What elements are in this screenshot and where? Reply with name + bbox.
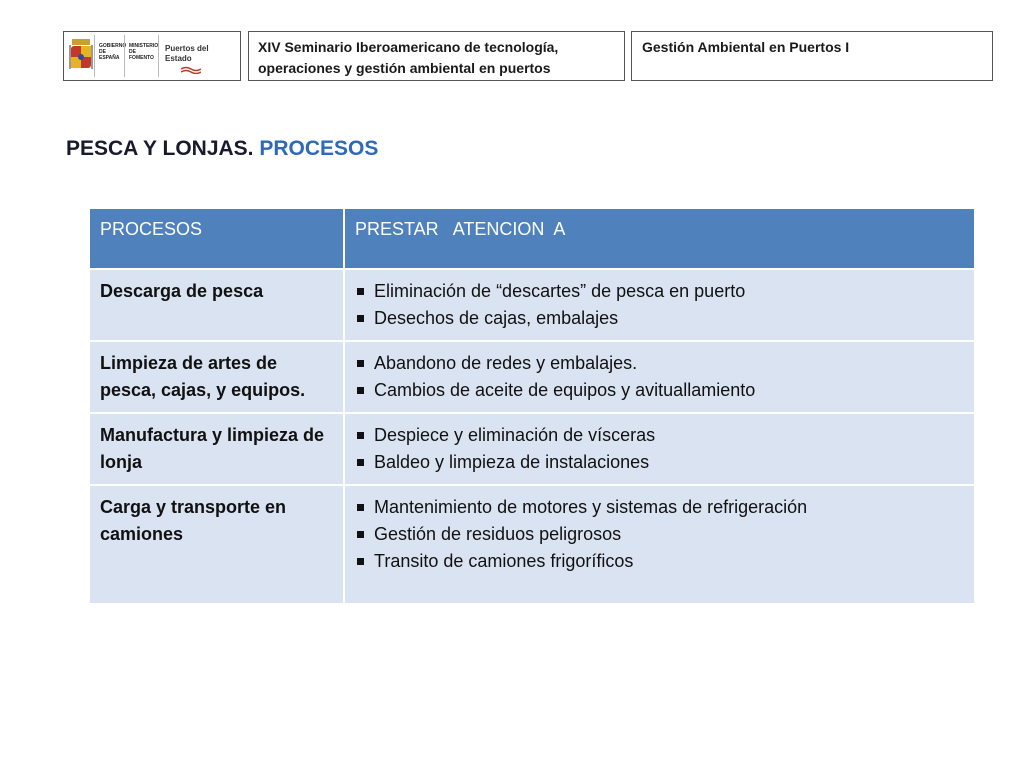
- attention-cell: [344, 485, 975, 604]
- logo-gobierno-text: GOBIERNO DE ESPAÑA: [94, 35, 124, 77]
- logo-ministerio-text: MINISTERIO DE FOMENTO: [124, 35, 158, 77]
- list-item: [355, 548, 964, 575]
- list-item-text: Despiece y eliminación de vísceras: [374, 425, 656, 445]
- logo-box: [63, 31, 241, 81]
- processes-table: [88, 207, 976, 605]
- slide-title: [66, 134, 378, 164]
- list-item-text: Cambios de aceite de equipos y avituallamiento: [374, 380, 756, 400]
- waves-icon: [181, 66, 201, 74]
- square-bullet-icon: [357, 288, 364, 295]
- list-item-text: Abandono de redes y embalajes.: [374, 353, 638, 373]
- course-title: Gestión Ambiental en Puertos I: [642, 39, 850, 55]
- list-item-text: Transito de camiones frigoríficos: [374, 551, 634, 571]
- table-row: [89, 413, 975, 485]
- logo-puertos-text: Puertos del Estado: [165, 44, 209, 63]
- header-prestar-atencion: PRESTAR ATENCION A: [344, 208, 975, 269]
- government-logo: [68, 35, 240, 77]
- table-row: [89, 485, 975, 604]
- table-row: [89, 269, 975, 341]
- list-item: [355, 350, 964, 377]
- square-bullet-icon: [357, 459, 364, 466]
- slide-title-accent: PROCESOS: [259, 137, 379, 160]
- square-bullet-icon: [357, 432, 364, 439]
- slide-title-main: PESCA Y LONJAS.: [66, 137, 254, 160]
- list-item-text: Eliminación de “descartes” de pesca en puerto: [374, 281, 746, 301]
- square-bullet-icon: [357, 315, 364, 322]
- list-item-text: Mantenimiento de motores y sistemas de refrigeración: [374, 497, 808, 517]
- seminar-line-2: operaciones y gestión ambiental en puertos: [258, 60, 551, 76]
- logo-puertos-block: [158, 35, 240, 77]
- process-cell: Manufactura y limpieza de lonja: [89, 413, 344, 485]
- square-bullet-icon: [357, 387, 364, 394]
- list-item: [355, 377, 964, 404]
- attention-cell: [344, 269, 975, 341]
- square-bullet-icon: [357, 504, 364, 511]
- square-bullet-icon: [357, 531, 364, 538]
- course-title-box: [631, 31, 993, 81]
- square-bullet-icon: [357, 558, 364, 565]
- table-row: [89, 341, 975, 413]
- coat-of-arms-icon: [68, 35, 94, 77]
- list-item: [355, 521, 964, 548]
- list-item-text: Gestión de residuos peligrosos: [374, 524, 622, 544]
- list-item-text: Baldeo y limpieza de instalaciones: [374, 452, 650, 472]
- list-item: [355, 305, 964, 332]
- seminar-line-1: XIV Seminario Iberoamericano de tecnología,: [258, 39, 559, 55]
- table-header-row: [89, 208, 975, 269]
- seminar-title-box: [248, 31, 625, 81]
- attention-cell: [344, 341, 975, 413]
- list-item: [355, 449, 964, 476]
- process-cell: Descarga de pesca: [89, 269, 344, 341]
- square-bullet-icon: [357, 360, 364, 367]
- list-item: [355, 494, 964, 521]
- list-item: [355, 278, 964, 305]
- header-procesos: PROCESOS: [89, 208, 344, 269]
- process-cell: Carga y transporte en camiones: [89, 485, 344, 604]
- process-cell: Limpieza de artes de pesca, cajas, y equipos.: [89, 341, 344, 413]
- attention-cell: [344, 413, 975, 485]
- list-item: [355, 422, 964, 449]
- list-item-text: Desechos de cajas, embalajes: [374, 308, 619, 328]
